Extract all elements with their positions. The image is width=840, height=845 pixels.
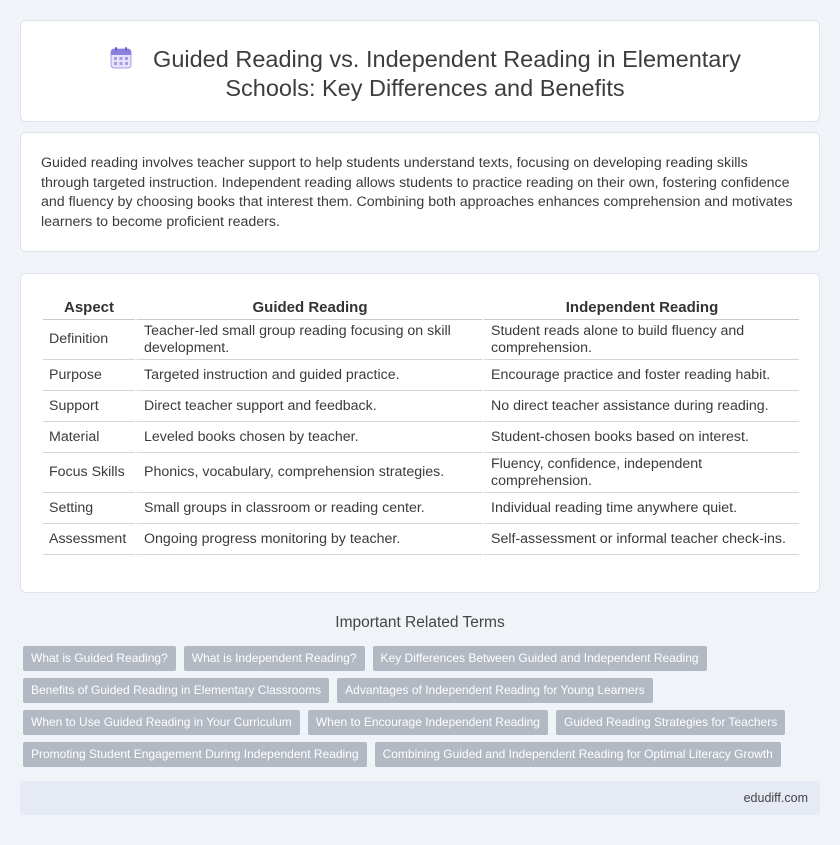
table-header-guided: Guided Reading [135,296,482,320]
table-row [43,422,799,453]
table-cell: Assessment [43,524,135,555]
intro-card [20,132,820,252]
comparison-table-card [20,273,820,593]
table-cell: Setting [43,493,135,524]
related-term-link[interactable]: Advantages of Independent Reading for Young Learners [337,678,653,703]
table-cell: Student reads alone to build fluency and comprehension. [482,320,799,360]
table-cell: Material [43,422,135,453]
related-term-link[interactable]: What is Guided Reading? [23,646,176,671]
table-header-aspect: Aspect [43,296,135,320]
table-row [43,391,799,422]
related-term-link[interactable]: What is Independent Reading? [184,646,365,671]
comparison-table [43,296,799,555]
table-cell: Phonics, vocabulary, comprehension strategies. [135,453,482,493]
table-cell: Support [43,391,135,422]
table-row [43,320,799,360]
related-term-link[interactable]: Guided Reading Strategies for Teachers [556,710,785,735]
related-terms-tags [23,646,823,774]
tag-row [23,646,823,671]
related-term-link[interactable]: Key Differences Between Guided and Independent Reading [373,646,707,671]
table-cell: Fluency, confidence, independent comprehension. [482,453,799,493]
intro-paragraph: Guided reading involves teacher support to help students understand texts, focusing on developing reading skills through targeted instruction. Independent reading allows students to practice reading on their own, fostering confidence and fluency by choosing books that interest them. Combining both approaches enhances comprehension and motivates learners to become proficient readers. [41,155,793,230]
table-cell: Purpose [43,360,135,391]
header-card [20,20,820,122]
related-term-link[interactable]: Promoting Student Engagement During Independent Reading [23,742,367,767]
related-term-link[interactable]: When to Encourage Independent Reading [308,710,548,735]
table-header-independent: Independent Reading [482,296,799,320]
tag-row [23,710,823,735]
table-cell: Definition [43,320,135,360]
table-row [43,493,799,524]
table-cell: Ongoing progress monitoring by teacher. [135,524,482,555]
page-title: Guided Reading vs. Independent Reading in Elementary Schools: Key Differences and Benefits [153,46,741,101]
table-row [43,360,799,391]
table-cell: Encourage practice and foster reading habit. [482,360,799,391]
table-row [43,524,799,555]
table-cell: Targeted instruction and guided practice. [135,360,482,391]
related-term-link[interactable]: Combining Guided and Independent Reading for Optimal Literacy Growth [375,742,781,767]
page-title-container [61,45,789,103]
footer [20,781,820,815]
tag-row [23,742,823,767]
related-terms-title: Important Related Terms [335,614,505,631]
table-row [43,453,799,493]
table-cell: Student-chosen books based on interest. [482,422,799,453]
table-cell: Individual reading time anywhere quiet. [482,493,799,524]
table-cell: Small groups in classroom or reading center. [135,493,482,524]
table-cell: Direct teacher support and feedback. [135,391,482,422]
table-cell: No direct teacher assistance during reading. [482,391,799,422]
table-cell: Focus Skills [43,453,135,493]
related-term-link[interactable]: Benefits of Guided Reading in Elementary Classrooms [23,678,329,703]
table-cell: Self-assessment or informal teacher check-ins. [482,524,799,555]
calendar-icon [109,46,133,70]
table-cell: Teacher-led small group reading focusing on skill development. [135,320,482,360]
tag-row [23,678,823,703]
related-term-link[interactable]: When to Use Guided Reading in Your Curriculum [23,710,300,735]
table-cell: Leveled books chosen by teacher. [135,422,482,453]
footer-site-link[interactable]: edudiff.com [743,791,808,805]
